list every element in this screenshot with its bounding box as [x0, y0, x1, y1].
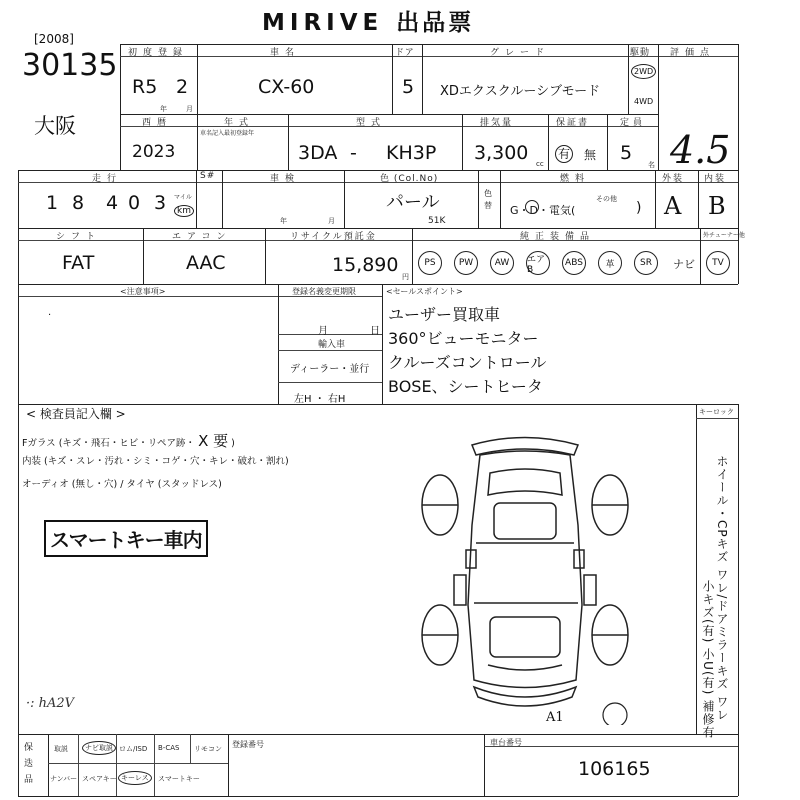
damage-mark-a1: A1 [546, 710, 564, 725]
notes-mark: · [48, 310, 52, 321]
kept-item: B-CAS [158, 744, 180, 752]
model-year-note: 車名記入最初登録年 [200, 130, 255, 137]
grade-name: XDエクスクルーシブモード [440, 84, 601, 99]
year-tag: [2008] [34, 32, 74, 46]
glass-close: ) [231, 438, 235, 449]
inspection-year: 年 [280, 217, 287, 225]
frame-number: 106165 [578, 758, 651, 780]
car-diagram [410, 425, 640, 725]
aircon-type: AAC [186, 252, 226, 274]
label-fuel: 燃料 [560, 174, 591, 184]
sales-point-item: ユーザー買取車 [388, 305, 501, 324]
equip-sunroof: SR [634, 251, 658, 275]
warranty-no: 無 [584, 148, 597, 162]
fuel-diesel-circle [525, 200, 539, 214]
shift-type: FAT [62, 252, 95, 274]
label-inspector: < 検査員記入欄 > [26, 407, 126, 421]
label-capacity: 定員 [620, 118, 647, 128]
door-count: 5 [402, 76, 415, 98]
fuel-other: その他 [596, 195, 617, 203]
kept-item-circled: キーレス [118, 771, 152, 785]
exterior-grade: A [664, 192, 682, 220]
model-type-code: KH3P [386, 142, 437, 164]
kept-item-circled: ナビ取説 [82, 741, 116, 755]
handle-side: 左H ・ 右H [294, 394, 346, 405]
label-warranty: 保証書 [556, 118, 590, 128]
form-title-jp: 出品票 [396, 10, 475, 36]
deadline-month: 月 [318, 326, 328, 337]
kept-item: ナンバー [50, 775, 78, 783]
reg-year-unit: 年 [160, 105, 167, 113]
equip-tv: TV [706, 251, 730, 275]
equip-aw: AW [490, 251, 514, 275]
label-keylock: キーロック [699, 408, 734, 416]
label-tuner: 外チューナー他 [703, 232, 745, 239]
mileage-digit: 0 [128, 192, 141, 214]
label-sales-point: <セールスポイント> [386, 287, 463, 296]
car-name: CX-60 [258, 76, 315, 98]
kept-item: スマートキー [158, 775, 200, 783]
label-score: 評価点 [670, 48, 716, 58]
scribble-note: ·: hA2V [26, 696, 75, 711]
capacity-unit: 名 [648, 161, 655, 169]
drive-2wd: 2WD [631, 64, 656, 79]
sales-point-item: クルーズコントロール [388, 353, 547, 372]
model-year: 2023 [132, 142, 176, 162]
displacement: 3,300 [474, 142, 529, 164]
mileage-unit-mile: マイル [174, 194, 192, 201]
kept-item: スペアキー [82, 775, 117, 783]
sales-point-item: 360°ビューモニター [388, 329, 539, 348]
mileage-digit: 8 [72, 192, 85, 214]
form-title [262, 4, 474, 37]
glass-mark: X 要 [198, 432, 229, 450]
glass-prefix: Fガラス (キズ・飛石・ヒビ・リペア跡・ [22, 438, 196, 449]
brand-name: MIRIVE [262, 10, 384, 36]
label-recycle: リサイクル預託金 [290, 232, 377, 242]
label-model-type: 型式 [356, 118, 387, 128]
label-import: 輸入車 [318, 340, 346, 350]
kept-item: ロム/ISD [119, 745, 148, 753]
glass-note [22, 430, 235, 451]
equip-leather: 革 [598, 251, 622, 275]
interior-note: 内装 (キズ・スレ・汚れ・シミ・コゲ・穴・キレ・破れ・割れ) [22, 456, 289, 467]
score-value: 4.5 [670, 128, 731, 172]
label-grade: グレード [490, 48, 551, 58]
label-color: 色 (Col.No) [380, 174, 439, 184]
color-change: 色替 [484, 189, 492, 210]
warranty-yes: 有 [555, 145, 573, 163]
label-doors: ドア [395, 48, 415, 58]
handwritten-note: スマートキー車内 [44, 520, 208, 557]
import-type: ディーラー・並行 [290, 364, 370, 375]
equip-abs: ABS [562, 251, 586, 275]
reg-month: 2 [176, 76, 189, 98]
model-type-dash: - [350, 142, 357, 164]
fuel-close: ) [636, 200, 642, 216]
color-name: パール [386, 192, 440, 213]
recycle-yen: 円 [402, 273, 409, 281]
label-shift: シフト [56, 232, 102, 242]
label-reg-deadline: 登録名義変更期限 [292, 287, 356, 296]
label-drive: 駆動 [630, 48, 651, 58]
label-sharp: S# [200, 171, 216, 181]
recycle-fee: 15,890 [332, 254, 399, 276]
equip-pw: PW [454, 251, 478, 275]
label-first-reg: 初度登録 [128, 48, 189, 58]
model-type-prefix: 3DA [298, 142, 338, 164]
interior-grade: B [708, 192, 726, 220]
label-inspection: 車検 [270, 174, 301, 184]
label-exterior: 外装 [662, 174, 685, 184]
legend-line-1: ホイール・CPキズ ワレ/ドアミラーキズ ワレ [715, 455, 729, 722]
label-notes: <注意事項> [120, 287, 166, 296]
inspection-month: 月 [328, 217, 335, 225]
label-equipment: 純正装備品 [520, 232, 596, 242]
label-car-name: 車名 [270, 48, 301, 58]
mileage-unit-km: km [174, 205, 194, 217]
color-number: 51K [428, 216, 446, 226]
venue: 大阪 [34, 114, 76, 138]
displacement-unit: cc [536, 160, 544, 168]
mileage-digit: 1 [46, 192, 59, 214]
label-kept-items: 保 迭 品 [24, 743, 43, 785]
equip-airbag: エアB [526, 251, 550, 275]
equip-ps: PS [418, 251, 442, 275]
reg-month-unit: 月 [186, 105, 193, 113]
audio-note: オーディオ (無し・穴) / タイヤ (スタッドレス) [22, 479, 222, 490]
label-mileage: 走行 [92, 174, 123, 184]
fuel-options: G・D・電気( [510, 204, 576, 217]
label-frame-no: 車台番号 [490, 738, 522, 747]
capacity: 5 [620, 142, 633, 164]
kept-item: 取説 [54, 745, 68, 753]
sales-point-item: BOSE、シートヒータ [388, 377, 543, 396]
mileage-digit: 4 [106, 192, 119, 214]
mileage-digit: 3 [154, 192, 167, 214]
label-reg-no: 登録番号 [232, 740, 264, 749]
equip-navi: ナビ [673, 258, 695, 271]
reg-era: R5 [132, 76, 158, 98]
label-displacement: 排気量 [480, 118, 514, 128]
label-model-year2: 年式 [224, 118, 255, 128]
kept-item: リモコン [194, 745, 222, 753]
label-interior: 内装 [704, 174, 727, 184]
legend-line-2: 小キズ(有) 小U(有) 補修有 [701, 580, 715, 740]
lot-number: 30135 [22, 48, 118, 83]
label-model-year: 西暦 [142, 118, 173, 128]
deadline-day: 日 [370, 326, 380, 337]
drive-4wd: 4WD [634, 97, 654, 106]
label-aircon: エアコン [172, 232, 232, 242]
